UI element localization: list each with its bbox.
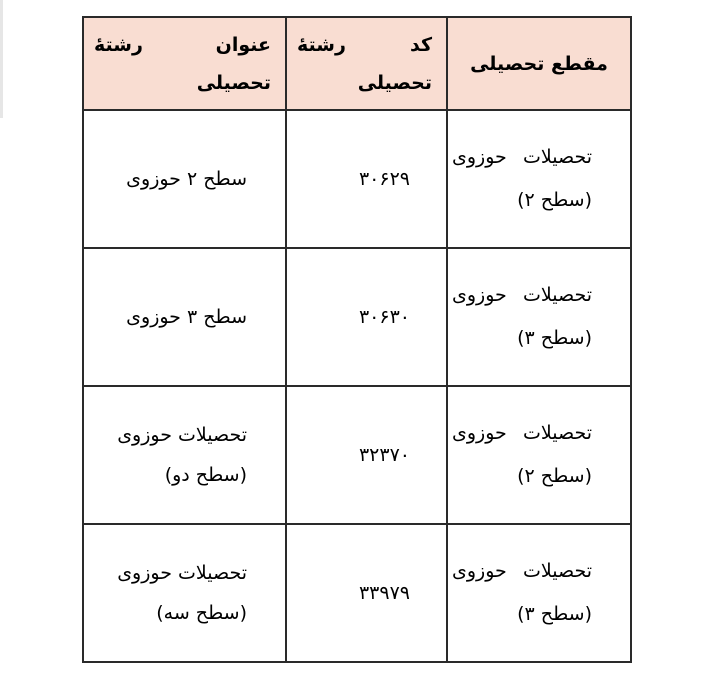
level-cell bbox=[447, 248, 631, 386]
left-edge-mark bbox=[0, 0, 3, 118]
row-level: تحصیلات حوزوی (سطح ۲) bbox=[452, 422, 592, 487]
title-cell bbox=[83, 248, 286, 386]
level-cell bbox=[447, 386, 631, 524]
title-cell bbox=[83, 524, 286, 662]
table-row bbox=[83, 524, 631, 662]
level-cell bbox=[447, 110, 631, 248]
header-title: عنوان رشتهٔ تحصیلی bbox=[94, 33, 271, 94]
row-code: ۳۳۹۷۹ bbox=[358, 582, 410, 604]
code-cell bbox=[286, 110, 447, 248]
row-title: سطح ۳ حوزوی bbox=[126, 306, 247, 328]
row-title: تحصیلات حوزوی (سطح سه) bbox=[117, 562, 247, 624]
row-code: ۳۰۶۳۰ bbox=[358, 306, 410, 328]
row-level: تحصیلات حوزوی (سطح ۳) bbox=[452, 560, 592, 625]
header-level: مقطع تحصیلی bbox=[470, 52, 608, 75]
code-cell bbox=[286, 248, 447, 386]
row-title: سطح ۲ حوزوی bbox=[126, 168, 247, 190]
table-row bbox=[83, 110, 631, 248]
header-level-cell bbox=[447, 17, 631, 110]
table-header-row bbox=[83, 17, 631, 110]
table-row bbox=[83, 386, 631, 524]
header-title-cell bbox=[83, 17, 286, 110]
row-code: ۳۲۳۷۰ bbox=[358, 444, 410, 466]
row-level: تحصیلات حوزوی (سطح ۲) bbox=[452, 146, 592, 211]
title-cell bbox=[83, 110, 286, 248]
row-level: تحصیلات حوزوی (سطح ۳) bbox=[452, 284, 592, 349]
row-code: ۳۰۶۲۹ bbox=[358, 168, 410, 190]
row-title: تحصیلات حوزوی (سطح دو) bbox=[117, 424, 247, 486]
header-code-cell bbox=[286, 17, 447, 110]
code-cell bbox=[286, 524, 447, 662]
level-cell bbox=[447, 524, 631, 662]
table-row bbox=[83, 248, 631, 386]
programs-table bbox=[82, 16, 632, 663]
title-cell bbox=[83, 386, 286, 524]
code-cell bbox=[286, 386, 447, 524]
header-code: کد رشتهٔ تحصیلی bbox=[297, 33, 432, 94]
